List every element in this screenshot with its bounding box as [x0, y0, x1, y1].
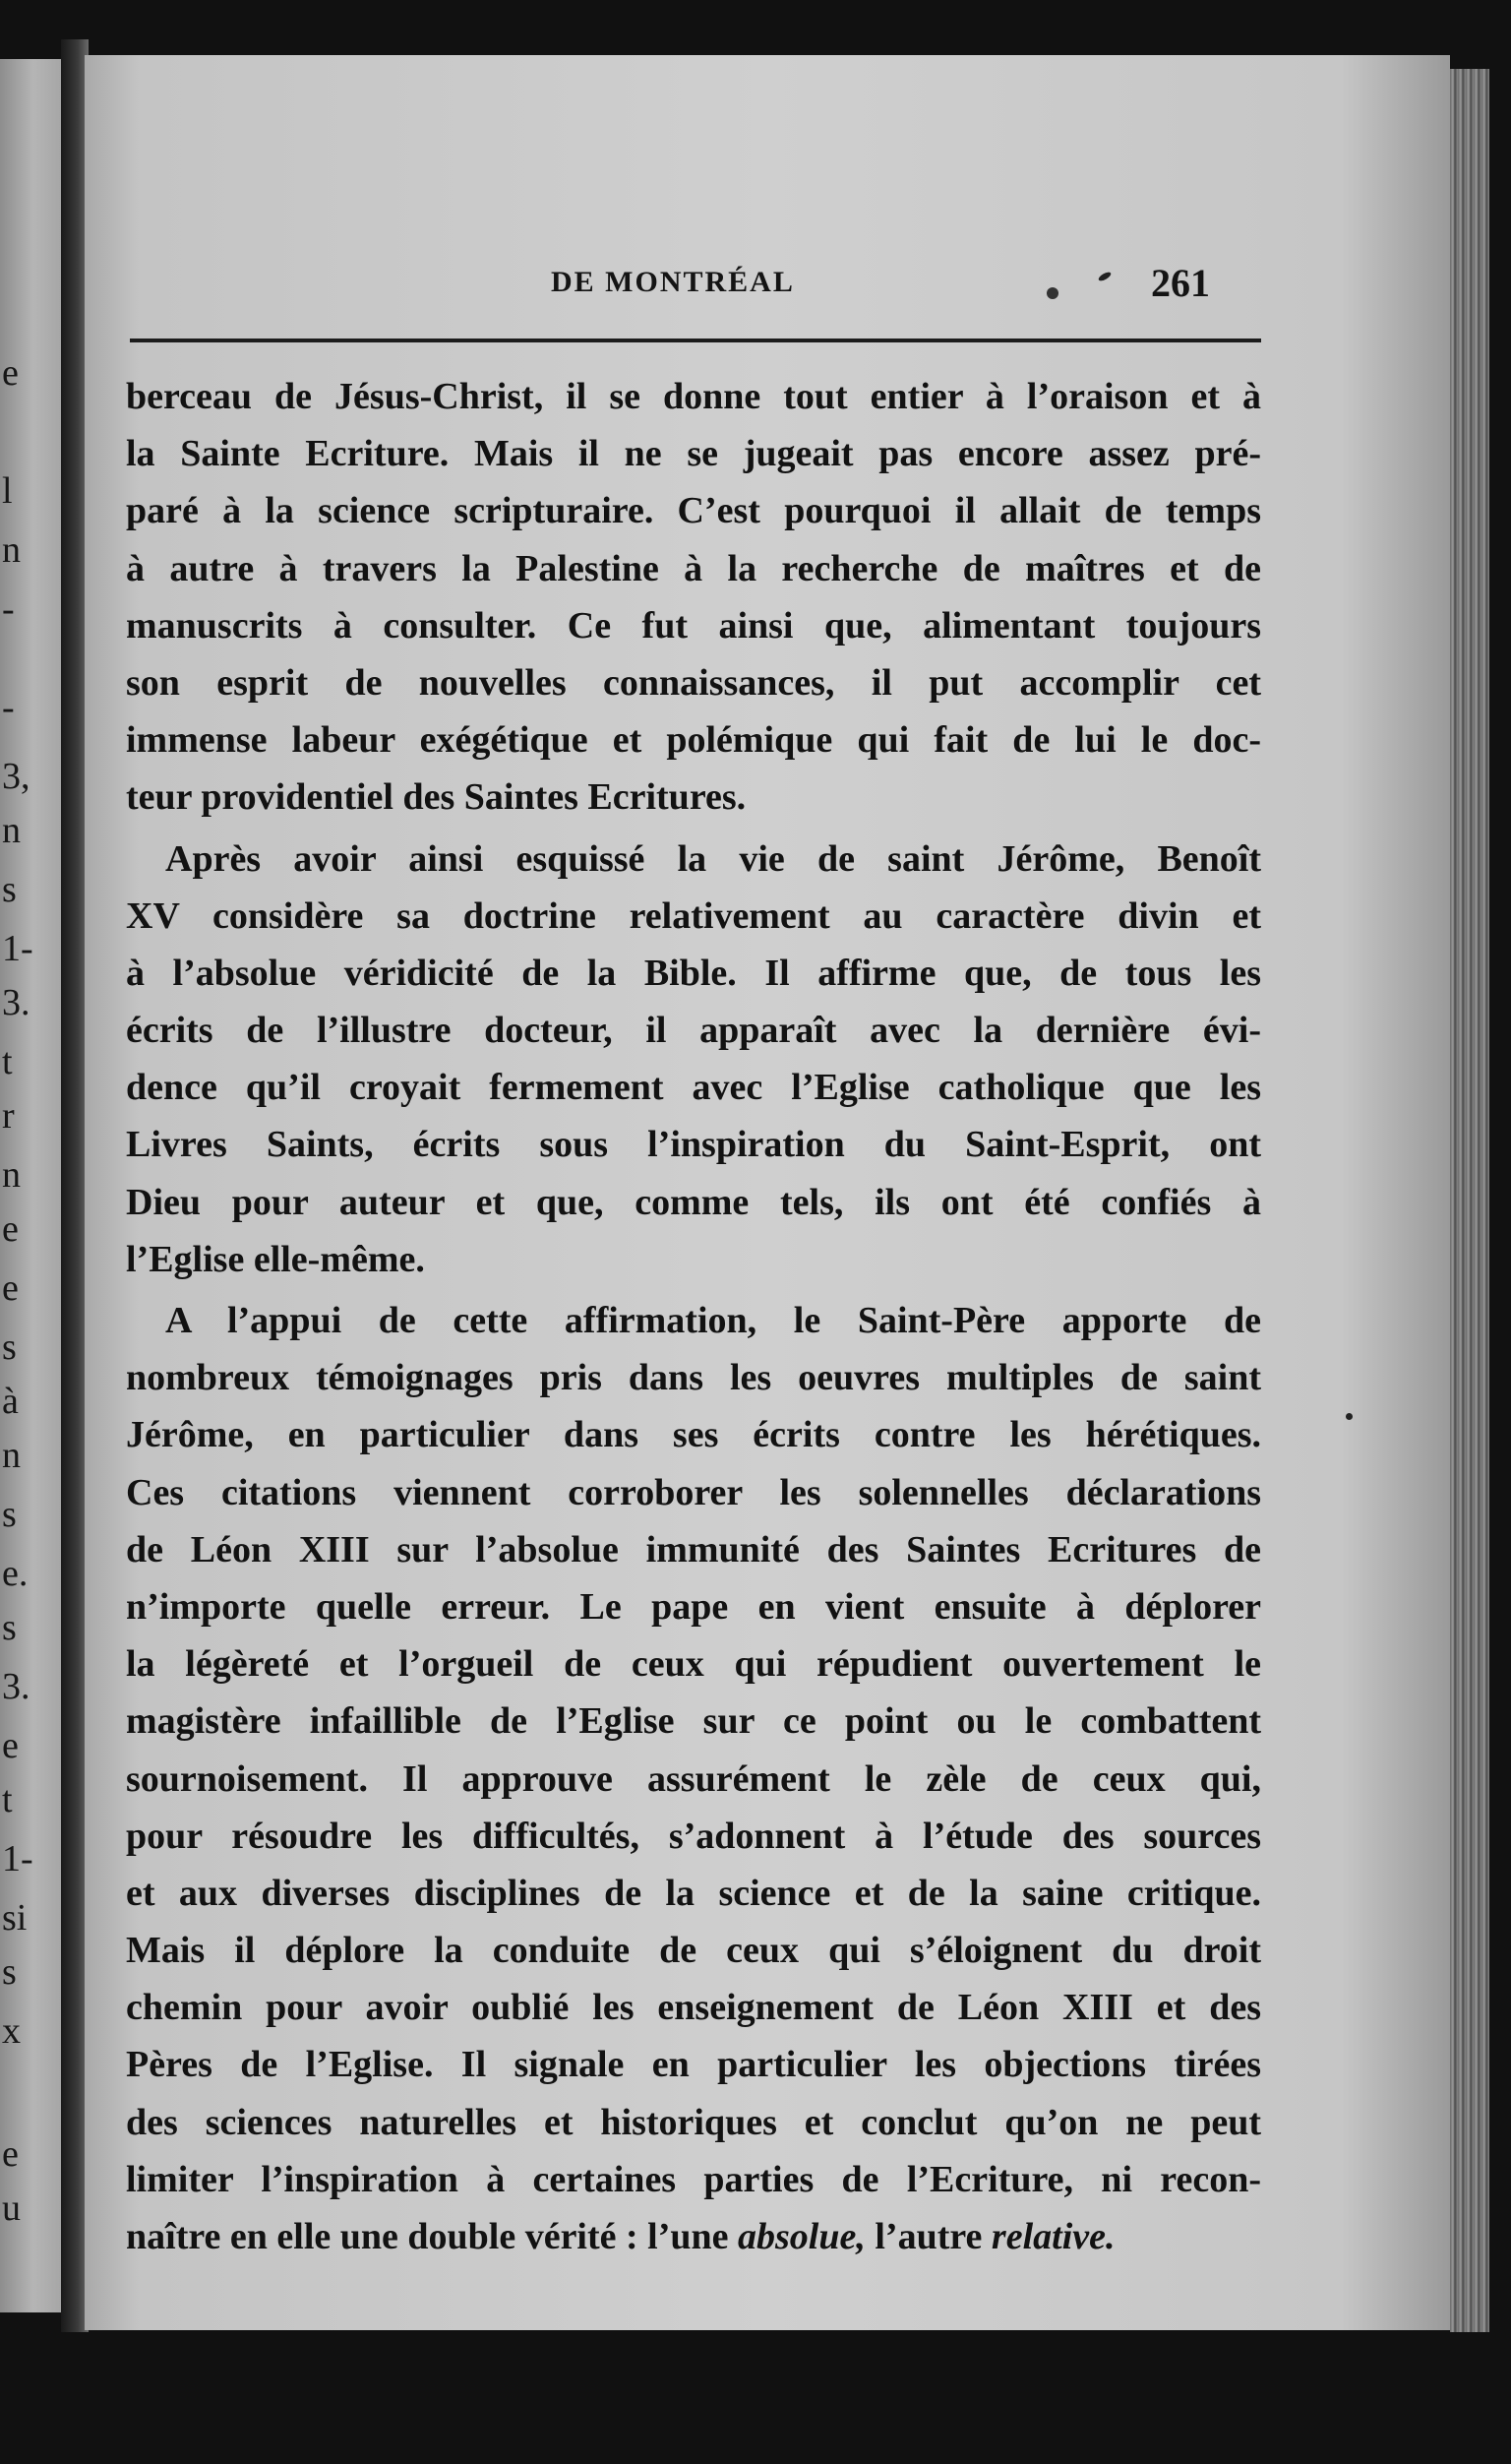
text-line: XV considère sa doctrine relativement au caractère divin et — [126, 894, 1261, 937]
margin-fragment: n — [2, 529, 21, 571]
margin-fragment: e — [2, 2133, 19, 2175]
margin-fragment: - — [2, 588, 15, 630]
running-head — [85, 260, 1450, 313]
margin-fragment: t — [2, 1041, 13, 1082]
final-line-prefix: naître en elle une double vérité : l’une — [126, 2216, 739, 2257]
margin-fragment: s — [2, 1607, 17, 1648]
text-line: Jérôme, en particulier dans ses écrits contre les hérétiques. — [126, 1414, 1261, 1456]
paragraph-start-line: A l’appui de cette affirmation, le Saint-Père apporte de — [165, 1300, 1261, 1341]
text-line: Dieu pour auteur et que, comme tels, ils ont été confiés à — [126, 1181, 1261, 1223]
scan-speck — [1047, 287, 1058, 299]
margin-fragment: s — [2, 869, 17, 910]
text-line: teur providentiel des Saintes Ecritures. — [126, 776, 747, 819]
margin-fragment: x — [2, 2010, 21, 2052]
header-rule — [130, 339, 1261, 342]
body-text — [126, 368, 1261, 2265]
text-line: sournoisement. Il approuve assurément le zèle de ceux qui, — [126, 1757, 1261, 1800]
margin-fragment: n — [2, 1154, 21, 1196]
text-line: pour résoudre les difficultés, s’adonnent à l’étude des sources — [126, 1815, 1261, 1857]
text-line: Pères de l’Eglise. Il signale en particulier les objections tirées — [126, 2044, 1261, 2086]
text-line: Livres Saints, écrits sous l’inspiration du Saint-Esprit, ont — [126, 1124, 1261, 1166]
text-line: Ces citations viennent corroborer les solennelles déclarations — [126, 1471, 1261, 1513]
final-line-middle: l’autre — [865, 2216, 992, 2257]
text-line: de Léon XIII sur l’absolue immunité des Saintes Ecritures de — [126, 1528, 1261, 1571]
text-line: n’importe quelle erreur. Le pape en vient ensuite à déplorer — [126, 1585, 1261, 1628]
text-line: la Sainte Ecriture. Mais il ne se jugeait pas encore assez pré- — [126, 433, 1261, 475]
page-edge-stack — [1450, 69, 1489, 2332]
scan-speck — [1346, 1413, 1353, 1420]
margin-fragment: s — [2, 1951, 17, 1993]
margin-fragment: u — [2, 2187, 21, 2229]
previous-page-edge — [0, 59, 61, 2312]
text-line: nombreux témoignages pris dans les oeuvres multiples de saint — [126, 1357, 1261, 1399]
margin-fragment: à — [2, 1381, 19, 1422]
margin-fragment: s — [2, 1494, 17, 1535]
text-line: à autre à travers la Palestine à la recherche de maîtres et de — [126, 547, 1261, 589]
text-line: berceau de Jésus-Christ, il se donne tout entier à l’oraison et à — [126, 376, 1261, 417]
margin-fragment: e — [2, 1267, 19, 1309]
margin-fragment: n — [2, 1435, 21, 1476]
margin-fragment: e. — [2, 1553, 29, 1594]
margin-fragment: 1- — [2, 928, 33, 969]
text-line: l’Eglise elle-même. — [126, 1238, 425, 1280]
margin-fragment: 3, — [2, 756, 30, 797]
text-line: limiter l’inspiration à certaines parties de l’Ecriture, ni recon- — [126, 2158, 1261, 2200]
text-line: des sciences naturelles et historiques et conclut qu’on ne peut — [126, 2101, 1261, 2143]
margin-fragment: r — [2, 1095, 15, 1137]
text-line: son esprit de nouvelles connaissances, il put accomplir cet — [126, 661, 1261, 704]
text-line: immense labeur exégétique et polémique qui fait de lui le doc- — [126, 719, 1261, 762]
margin-fragment: l — [2, 470, 13, 512]
running-title: DE MONTRÉAL — [551, 266, 795, 298]
margin-fragment: e — [2, 352, 19, 394]
text-line: paré à la science scripturaire. C’est pourquoi il allait de temps — [126, 490, 1261, 532]
book-page — [85, 55, 1450, 2330]
text-line: écrits de l’illustre docteur, il apparaît avec la dernière évi- — [126, 1010, 1261, 1052]
paragraph-start-line: Après avoir ainsi esquissé la vie de saint Jérôme, Benoît — [165, 837, 1261, 880]
margin-fragment: n — [2, 810, 21, 851]
text-line: dence qu’il croyait fermement avec l’Eglise catholique que les — [126, 1067, 1261, 1109]
italic-word-relative: relative. — [991, 2216, 1116, 2257]
text-line: manuscrits à consulter. Ce fut ainsi que, alimentant toujours — [126, 604, 1261, 647]
text-line: chemin pour avoir oublié les enseignement de Léon XIII et des — [126, 1987, 1261, 2029]
text-line: la légèreté et l’orgueil de ceux qui répudient ouvertement le — [126, 1643, 1261, 1686]
page-number: 261 — [1151, 261, 1210, 305]
italic-word-absolue: absolue, — [738, 2216, 866, 2257]
margin-fragment: e — [2, 1725, 19, 1766]
margin-fragment: si — [2, 1897, 28, 1939]
margin-fragment: 3. — [2, 982, 30, 1023]
margin-fragment: - — [2, 687, 15, 728]
margin-fragment: 3. — [2, 1666, 30, 1707]
text-line: à l’absolue véridicité de la Bible. Il affirme que, de tous les — [126, 952, 1261, 994]
margin-fragment: s — [2, 1326, 17, 1368]
text-line: Mais il déplore la conduite de ceux qui s’éloignent du droit — [126, 1930, 1261, 1972]
margin-fragment: e — [2, 1208, 19, 1250]
text-line: et aux diverses disciplines de la science et de la saine critique. — [126, 1872, 1261, 1914]
margin-fragment: t — [2, 1779, 13, 1820]
final-text-line — [126, 2208, 1261, 2265]
margin-fragment: 1- — [2, 1838, 33, 1879]
text-line: magistère infaillible de l’Eglise sur ce point ou le combattent — [126, 1700, 1261, 1743]
